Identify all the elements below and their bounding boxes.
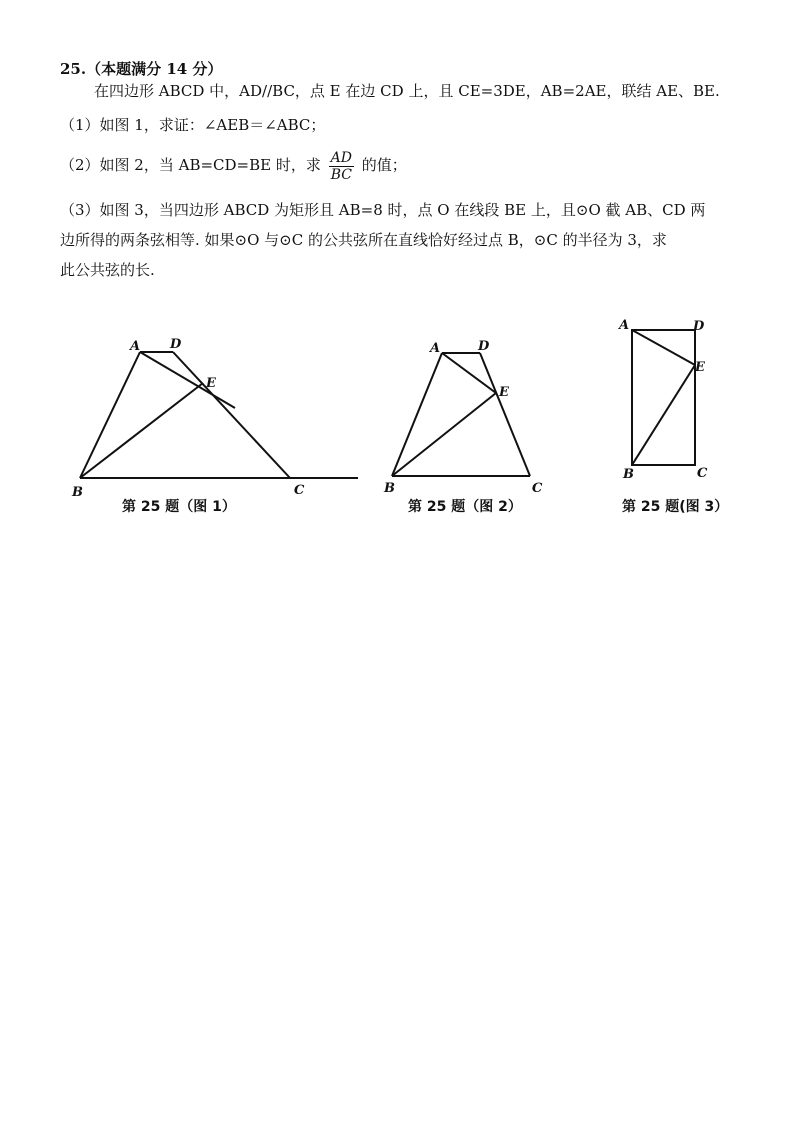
fig2-label-b: B	[384, 481, 395, 496]
figure-1	[60, 320, 370, 500]
fig2-caption: 第 25 题（图 2）	[408, 499, 522, 515]
segment-dc	[480, 353, 530, 476]
problem-25	[60, 58, 760, 285]
problem-header: 25.（本题满分 14 分）	[60, 60, 223, 78]
fig2-label-d: D	[478, 339, 490, 354]
figures-row	[0, 310, 800, 530]
question-2	[60, 148, 760, 183]
fig3-label-c: C	[697, 466, 708, 481]
segment-be	[392, 393, 496, 476]
fig2-label-c: C	[532, 481, 543, 496]
fig2-label-a: A	[430, 341, 441, 356]
question-2-prefix: （2）如图 2，当 AB=CD=BE 时，求	[60, 156, 321, 174]
fig3-label-d: D	[693, 319, 705, 334]
segment-dc	[173, 352, 290, 478]
question-1: （1）如图 1，求证：∠AEB＝∠ABC；	[60, 116, 326, 134]
segment-ae	[632, 330, 695, 365]
fig1-label-e: E	[206, 376, 216, 391]
fig1-label-d: D	[170, 337, 182, 352]
problem-intro: 在四边形 ABCD 中，AD//BC，点 E 在边 CD 上，且 CE=3DE，AB=2AE，联结 AE、BE.	[94, 82, 720, 100]
fig3-label-a: A	[619, 318, 630, 333]
segment-be	[80, 383, 203, 478]
fig3-caption: 第 25 题(图 3）	[622, 499, 729, 515]
question-3-line-2: 边所得的两条弦相等. 如果⊙O 与⊙C 的公共弦所在直线恰好经过点 B，⊙C 的半径为 3，求	[60, 230, 667, 249]
segment-be	[632, 365, 695, 465]
segment-ab	[80, 352, 140, 478]
segment-ae-extended	[140, 352, 235, 408]
segment-ab	[392, 353, 442, 476]
fig1-label-c: C	[294, 483, 305, 498]
fig3-label-b: B	[623, 467, 634, 482]
ratio-fraction	[329, 150, 354, 183]
question-3-line-3: 此公共弦的长.	[60, 260, 155, 279]
question-3-line-1: （3）如图 3，当四边形 ABCD 为矩形且 AB=8 时，点 O 在线段 BE 上，且⊙O 截 AB、CD 两	[60, 200, 706, 219]
fig1-caption: 第 25 题（图 1）	[122, 499, 236, 515]
fig3-label-e: E	[695, 360, 705, 375]
fig1-label-b: B	[72, 485, 83, 500]
question-2-suffix: 的值；	[361, 156, 407, 174]
fraction-numerator: AD	[330, 149, 352, 166]
fig2-label-e: E	[499, 385, 509, 400]
fig1-label-a: A	[130, 339, 141, 354]
rectangle-abcd	[632, 330, 695, 465]
figure-2	[380, 320, 550, 500]
figure-3	[615, 315, 725, 485]
fraction-denominator: BC	[330, 166, 352, 183]
